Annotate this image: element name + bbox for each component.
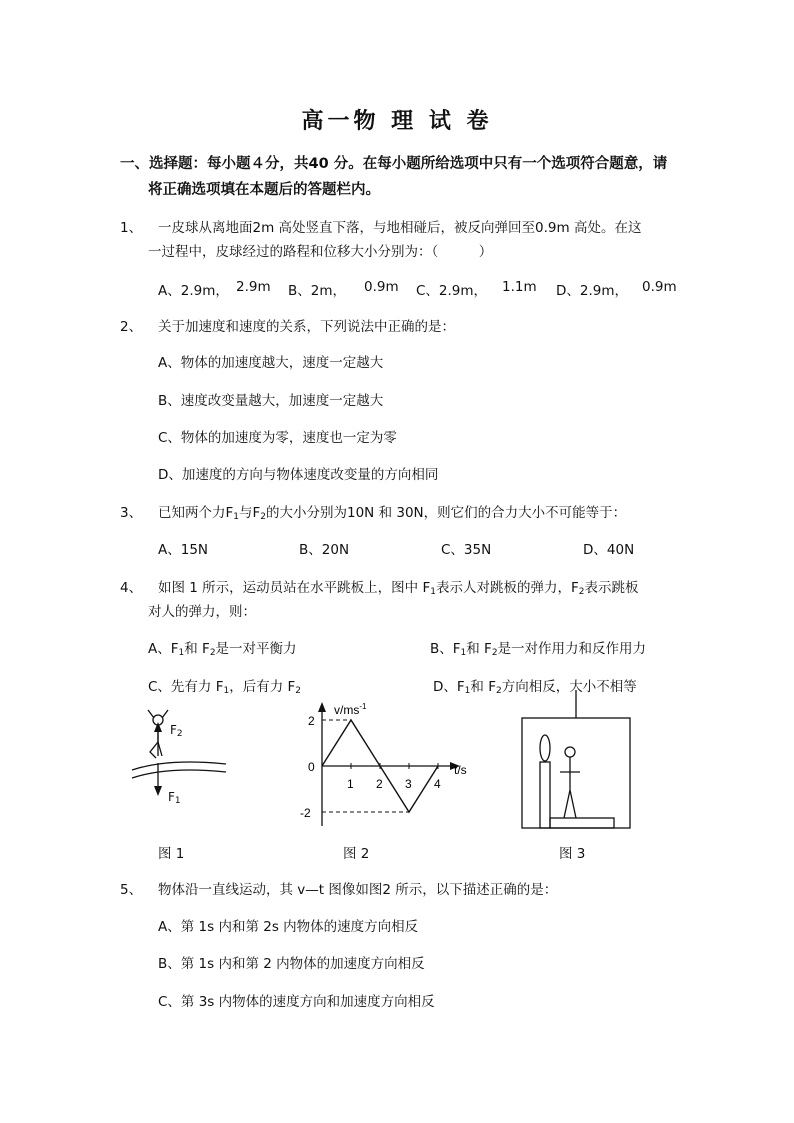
figure-3-caption: 图 3 [559, 846, 586, 862]
section-heading-line1: 一、选择题：每小题４分，共40 分。在每小题所给选项中只有一个选项符合题意，请 [120, 156, 668, 172]
x-tick-label: 2 [376, 777, 383, 791]
figure-1-springboard [128, 708, 238, 813]
x-axis-label: t/s [454, 763, 467, 777]
q2-option-c: C、物体的加速度为零，速度也一定为零 [158, 430, 397, 446]
q1-option: B、2m， [288, 283, 347, 299]
q4-option-a: A、$F_1$和 $F_2$是一对平衡力 [148, 641, 297, 658]
balloon [540, 735, 550, 761]
q2-number: 2、 [120, 319, 143, 335]
person-body [560, 757, 580, 818]
q3-option-d: D、40N [583, 542, 635, 558]
q5-option-b: B、第 1s 内和第 2 内物体的加速度方向相反 [158, 956, 425, 972]
q1-option: 0.9m [364, 279, 399, 295]
q5-option-c: C、第 3s 内物体的速度方向和加速度方向相反 [158, 994, 435, 1010]
q2-option-a: A、物体的加速度越大，速度一定越大 [158, 355, 384, 371]
q1-option: D、2.9m， [556, 283, 629, 299]
page-title: 高一物 理 试 卷 [301, 108, 493, 134]
elevator-box [522, 718, 630, 828]
q4-stem-line2: 对人的弹力，则： [148, 604, 256, 620]
q2-option-d: D、加速度的方向与物体速度改变量的方向相同 [158, 467, 439, 483]
diver-legs [150, 742, 162, 758]
scale-platform [550, 818, 614, 828]
q1-stem-line2: 一过程中，皮球经过的路程和位移大小分别为：（ ） [148, 244, 493, 260]
q1-option: 2.9m [236, 279, 271, 295]
q4-number: 4、 [120, 580, 143, 596]
label-f1: $F_1$ [168, 790, 181, 806]
springboard-bottom [132, 770, 226, 778]
figure-1-caption: 图 1 [158, 846, 185, 862]
q4-option-b: B、$F_1$和 $F_2$是一对作用力和反作用力 [430, 641, 647, 658]
figure-3-elevator [518, 690, 634, 832]
y-tick-label: -2 [300, 806, 311, 820]
q3-option-b: B、20N [299, 542, 350, 558]
y-axis-label: $v/ms^{-1}$ [334, 702, 367, 717]
person-head [565, 747, 575, 757]
figure-2-vt-graph [290, 698, 490, 838]
q2-stem: 关于加速度和速度的关系，下列说法中正确的是： [158, 319, 455, 335]
diver-arms [148, 710, 168, 718]
q1-option: C、2.9m， [416, 283, 488, 299]
arrow-f1-head [154, 786, 162, 796]
q1-option: 1.1m [502, 279, 537, 295]
springboard-top [132, 762, 226, 770]
q3-number: 3、 [120, 505, 143, 521]
q5-option-a: A、第 1s 内和第 2s 内物体的速度方向相反 [158, 919, 419, 935]
q1-stem-line1: 一皮球从离地面2m 高处竖直下落，与地相碰后，被反向弹回至0.9m 高处。在这 [158, 220, 642, 236]
q2-option-b: B、速度改变量越大，加速度一定越大 [158, 393, 384, 409]
label-f2: $F_2$ [170, 723, 183, 739]
pillar [540, 762, 550, 828]
q5-stem: 物体沿一直线运动，其 v—t 图像如图2 所示，以下描述正确的是： [158, 882, 558, 898]
q1-option: 0.9m [642, 279, 677, 295]
q3-option-c: C、35N [441, 542, 492, 558]
y-tick-label: 2 [308, 714, 315, 728]
q4-option-d: D、$F_1$和 $F_2$方向相反，大小不相等 [433, 679, 637, 696]
q3-option-a: A、15N [158, 542, 209, 558]
q4-option-c: C、先有力 $F_1$，后有力 $F_2$ [148, 679, 302, 696]
q4-stem-line1: 如图 1 所示，运动员站在水平跳板上，图中 $F_1$表示人对跳板的弹力，$F_2$表示跳板 [158, 580, 639, 597]
y-tick-label: 0 [308, 760, 315, 774]
y-axis-arrow [318, 702, 326, 712]
x-tick-label: 1 [347, 777, 354, 791]
x-tick-label: 3 [405, 777, 412, 791]
q5-number: 5、 [120, 882, 143, 898]
figure-2-caption: 图 2 [343, 846, 370, 862]
q3-stem: 已知两个力$F_1$与$F_2$的大小分别为10N 和 30N，则它们的合力大小不可能等于： [158, 505, 627, 522]
q1-option: A、2.9m， [158, 283, 229, 299]
q1-number: 1、 [120, 220, 143, 236]
section-heading-line2: 将正确选项填在本题后的答题栏内。 [148, 182, 380, 198]
x-tick-label: 4 [434, 777, 441, 791]
